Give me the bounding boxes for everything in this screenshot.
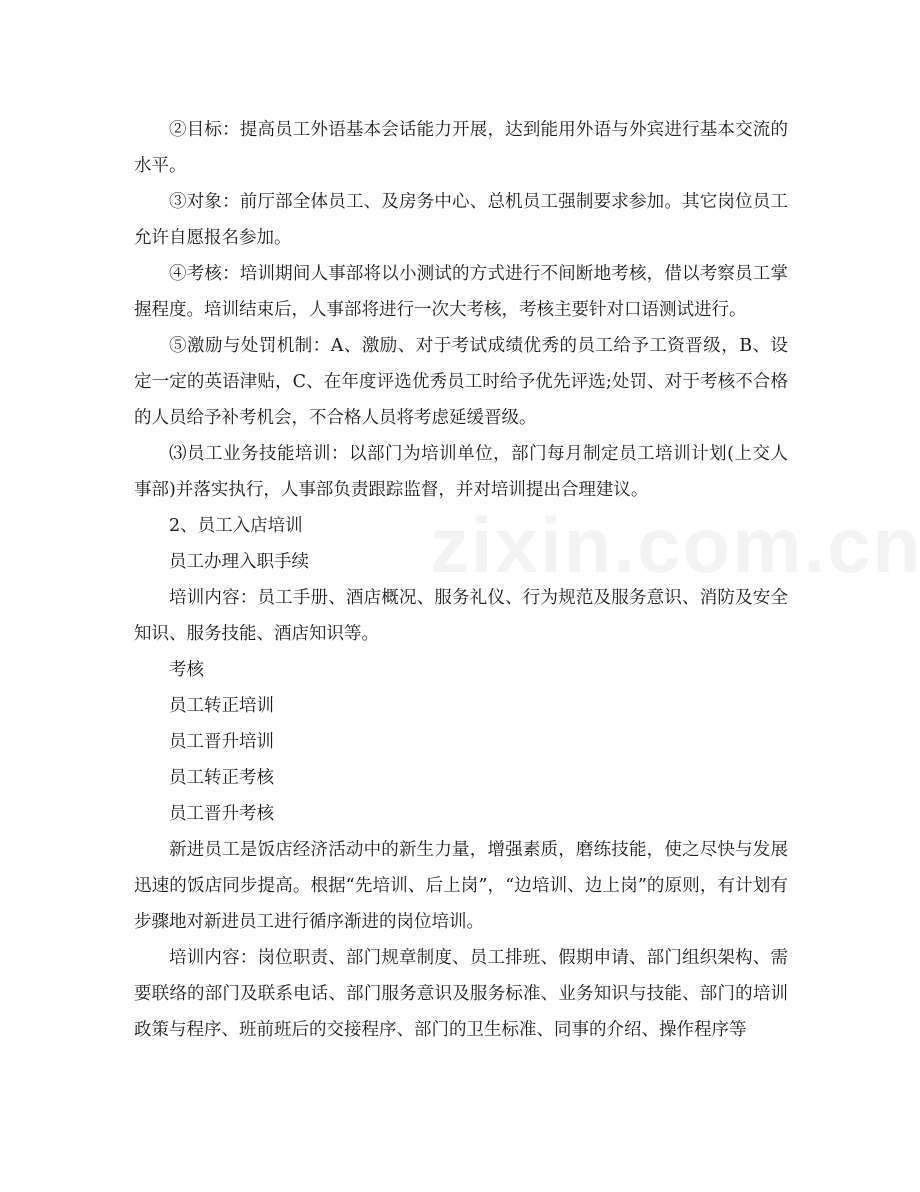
list-item: 员工晋升考核 bbox=[169, 804, 274, 824]
heading-onboarding-training: 2、员工入店培训 bbox=[169, 516, 303, 536]
paragraph-job-training-content: 培训内容：岗位职责、部门规章制度、员工排班、假期申请、部门组织架构、需要联络的部门及联系电话、部门服务意识及服务标准、业务知识与技能、部门的培训政策与程序、班前班后的交接程序、部门的卫生标准、同事的介绍、操作程序等 bbox=[134, 948, 788, 1040]
paragraph-audience: ③对象：前厅部全体员工、及房务中心、总机员工强制要求参加。其它岗位员工允许自愿报名参加。 bbox=[134, 192, 788, 248]
list-item: 员工晋升培训 bbox=[169, 732, 274, 752]
paragraph-skills-training: ⑶员工业务技能培训：以部门为培训单位，部门每月制定员工培训计划(上交人事部)并落实执行，人事部负责跟踪监督，并对培训提出合理建议。 bbox=[134, 444, 788, 500]
list-item: 员工转正培训 bbox=[169, 696, 274, 716]
list-item: 员工办理入职手续 bbox=[169, 552, 309, 572]
paragraph-training-content: 培训内容：员工手册、酒店概况、服务礼仪、行为规范及服务意识、消防及安全知识、服务技能、酒店知识等。 bbox=[134, 588, 788, 644]
list-item: 员工转正考核 bbox=[169, 768, 274, 788]
paragraph-incentives: ⑤激励与处罚机制：A、激励、对于考试成绩优秀的员工给予工资晋级，B、设定一定的英语津贴，C、在年度评选优秀员工时给予优先评选;处罚、对于考核不合格的人员给予补考机会，不合格人员将考虑延缓晋级。 bbox=[134, 336, 788, 428]
paragraph-goal: ②目标：提高员工外语基本会话能力开展，达到能用外语与外宾进行基本交流的水平。 bbox=[134, 120, 788, 176]
paragraph-assessment: ④考核：培训期间人事部将以小测试的方式进行不间断地考核，借以考察员工掌握程度。培训结束后，人事部将进行一次大考核，考核主要针对口语测试进行。 bbox=[134, 264, 788, 320]
document-body bbox=[134, 112, 788, 1048]
list-item: 考核 bbox=[169, 660, 204, 680]
paragraph-new-staff: 新进员工是饭店经济活动中的新生力量，增强素质，磨练技能，使之尽快与发展迅速的饭店同步提高。根据“先培训、后上岗”，“边培训、边上岗”的原则，有计划有步骤地对新进员工进行循序渐进的岗位培训。 bbox=[134, 840, 788, 932]
